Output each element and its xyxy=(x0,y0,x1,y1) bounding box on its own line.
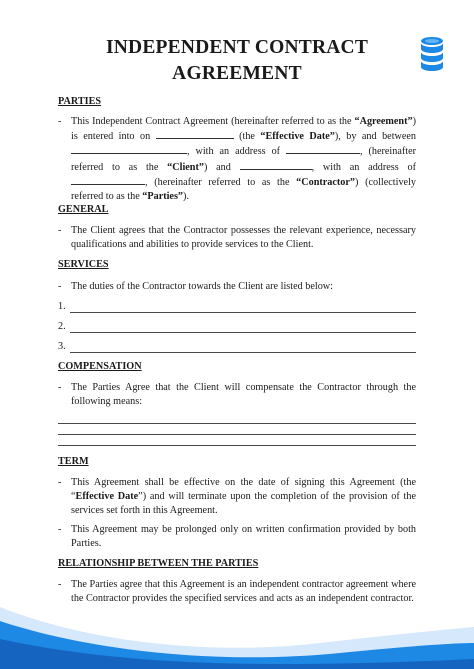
compensation-blank-line[interactable] xyxy=(58,445,416,446)
term-paragraph-1: - This Agreement shall be effective on the date of signing this Agreement (the “Effective Date”) and will terminate upon the completion of the provision of the services set forth in this Agreement. xyxy=(58,477,416,517)
document-title-line-2: AGREEMENT xyxy=(172,63,302,84)
compensation-blank-line[interactable] xyxy=(58,423,416,424)
bullet-dash: - xyxy=(58,281,62,292)
contractor-name-blank-field[interactable] xyxy=(240,160,312,170)
service-item-blank-line[interactable] xyxy=(70,312,416,313)
bullet-dash: - xyxy=(58,225,62,236)
parties-paragraph: - This Independent Contract Agreement (hereinafter referred to as the “Agreement”) is entered into on (the “Effective Date”), by and between , with an address of , (hereinafter referred to as the “Client”) and , with an address of , (hereinafter referred to as the “Contractor”) (collectively referred to as the “Parties”). xyxy=(58,116,417,203)
section-heading-parties: PARTIES xyxy=(58,96,102,107)
contractor-address-blank-field[interactable] xyxy=(71,175,145,185)
bullet-dash: - xyxy=(58,477,62,488)
service-item-blank-line[interactable] xyxy=(70,332,416,333)
bullet-dash: - xyxy=(58,524,62,535)
service-item-number: 1. xyxy=(58,301,66,312)
date-blank-field[interactable] xyxy=(156,129,234,139)
document-title-line-1: INDEPENDENT CONTRACT xyxy=(105,37,369,58)
bullet-dash: - xyxy=(58,382,62,393)
section-heading-compensation: COMPENSATION xyxy=(58,361,142,372)
relationship-paragraph: - The Parties agree that this Agreement is an independent contractor agreement where the Contractor provides the specified services and acts as an independent contractor. xyxy=(58,579,416,605)
database-icon xyxy=(419,36,445,72)
footer-wave-decoration xyxy=(0,599,474,669)
client-address-blank-field[interactable] xyxy=(286,144,360,154)
compensation-blank-line[interactable] xyxy=(58,434,416,435)
bullet-dash: - xyxy=(58,116,62,127)
compensation-paragraph: - The Parties Agree that the Client will compensate the Contractor through the following means: xyxy=(58,382,416,408)
service-item-number: 2. xyxy=(58,321,66,332)
client-name-blank-field[interactable] xyxy=(71,144,187,154)
section-heading-relationship: RELATIONSHIP BETWEEN THE PARTIES xyxy=(58,558,259,569)
general-paragraph: - The Client agrees that the Contractor possesses the relevant experience, necessary qualifications and abilities to provide services to the Client. xyxy=(58,225,416,251)
bullet-dash: - xyxy=(58,579,62,590)
section-heading-term: TERM xyxy=(58,456,89,467)
section-heading-services: SERVICES xyxy=(58,259,109,270)
service-item-number: 3. xyxy=(58,341,66,352)
services-paragraph: - The duties of the Contractor towards the Client are listed below: xyxy=(58,280,416,294)
section-heading-general: GENERAL xyxy=(58,204,109,215)
term-paragraph-2: - This Agreement may be prolonged only on written confirmation provided by both Parties. xyxy=(58,524,416,550)
service-item-blank-line[interactable] xyxy=(70,352,416,353)
